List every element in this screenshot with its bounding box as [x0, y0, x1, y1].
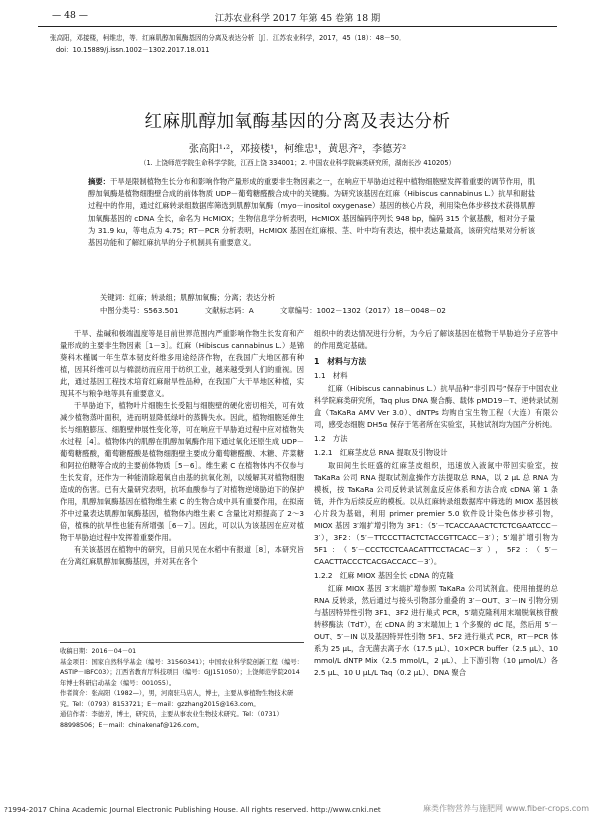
subsubsection-heading: 1.2.1 红麻茎皮总 RNA 提取及引物设计 — [314, 448, 448, 457]
copyright-text: ?1994-2017 China Academic Journal Electronic Publishing House. All rights reserved. http://www.cnki.net — [4, 805, 381, 814]
body-paragraph: 干旱胁迫下，植物叶片细胞生长受阻与细胞壁的硬化密切相关，可有效减少植物蒸叶面积，进而明显降低绿叶的蒸腾失水。因此，植物细胞延伸生长与细胞膨压、细胞壁伸展性变化等，可在响应干旱胁迫过程中应对植物失水过程［4］。植物体内的肌醇在肌醇加氧酶作用下通过氧化还原生成 UDP－葡萄糖醛酸，葡萄糖醛酸是植物细胞壁主要成分葡萄糖醛酸、木糖、芹菜糖和阿拉伯糖等合成的主要前体物质［5－6］。维生素 C 在植物体内不仅参与生长发育，还作为一种能清除超氧自由基的抗氧化剂，以缓解其对植物细胞造成的伤害。已有大量研究表明，抗坏血酸参与了对植物逆境胁迫下的保护作用，肌醇加氧酶基因在植物维生素 C 的生物合成中具有重要作用，在拟南芥中过量表达肌醇加氧酶基因，植物体内维生素 C 含量比对照提高了 2～3 倍，植株的抗旱性也能有所增强［6－7］。因此，可以认为该基因在应对植物干旱胁迫过程中发挥着重要作用。 — [60, 401, 304, 542]
abstract-text: 干旱是限制植物生长分布和影响作物产量形成的重要非生物因素之一，在响应干旱胁迫过程中植物细胞壁发挥着重要的调节作用，肌醇加氧酶是植物细胞壁合成的前体物质 UDP－葡萄糖醛酸合成中的关键酶。为研究该基因在红麻（Hibiscus cannabinus L.）抗旱和耐盐过程中的作用，通过红麻转录组数据库筛选到肌醇加氧酶（myo－inositol oxygenase）基因的核心片段，利用染色体步移技术获得肌醇加氧酶基因的 cDNA 全长，命名为 HcMIOX；生物信息学分析表明，HcMIOX 基因编码序列长 948 bp，编码 315 个氨基酸，相对分子量为 31.9 ku，等电点为 4.75；RT－PCR 分析表明，HcMIOX 基因在红麻根、茎、叶中均有表达，根中表达量最高，该研究结果对分析该基因功能和了解红麻抗旱的分子机制具有重要意义。 — [88, 177, 536, 248]
page-number: — 48 — — [52, 10, 88, 21]
body-paragraph: 红麻 MIOX 基因 3′末端扩增参照 TaKaRa 公司试剂盒。使用抽提的总 RNA 反转录，然后通过与接头引物部分重叠的 3′－OUT、3′－IN 引物分别与基因特异性引物 3F1、3F2 进行巢式 PCR，5′端克隆利用末端脱氧核苷酸转移酶法（TdT），在 cDNA 的 3′末端加上 1 个多聚的 dC 尾，然后用 5′－OUT、5′－IN 以及基因特异性引物 5F1、5F2 进行巢式 PCR，RT－PCR 体系为 25 μL，含无菌去离子水（17.5 μL）、10×PCR buffer（2.5 μL）、10 mmol/L dNTP Mix（2.5 mmol/L，2 μL）、上下游引物（10 μmol/L）各 2.5 μL、10 U μL/L Taq（0.2 μL）、DNA 聚合 — [314, 584, 558, 677]
section-heading: 1 材料与方法 — [314, 357, 367, 366]
footnote-author: 作者简介：张高阳（1982—），男，河南驻马店人，博士，主要从事植物生物技术研究。Tel：（0793）8153721；E－mail：gzzhang2015@163.com。 — [60, 690, 294, 708]
body-paragraph: 红麻（Hibiscus cannabinus L.）抗旱品种“非引四号”保存于中国农业科学院麻类研究所，Taq plus DNA 聚合酶、载体 pMD19－T、逆转录试剂盒（TaKaRa AMV Ver 3.0）、dNTPs 均购自宝生物工程（大连）有限公司，感受态细胞 DH5α 保存于笔者所在实验室，其他试剂均为国产分析纯。 — [314, 384, 558, 429]
footnotes — [60, 642, 304, 731]
abstract-label: 摘要： — [88, 177, 110, 186]
body-paragraph: 有关该基因在植物中的研究，目前只见在水稻中有报道［8］，本研究旨在分离红麻肌醇加氧酶基因，并对其在各个 — [60, 545, 304, 566]
watermark: 麻类作物营养与施肥网 www.fiber-crops.com — [423, 804, 589, 813]
right-column — [314, 328, 558, 748]
body-paragraph: 干旱、盐碱和极端温度等是目前世界范围内严重影响作物生长发育和产量形成的主要非生物因素［1－3］。红麻（Hibiscus cannabinus L.）是锦葵科木槿属一年生草本韧皮纤维多用途经济作物，在我国广大地区都有种植，因其纤维可以与棉混纺而应用于纺织工业，越来越受到人们的重视。因此，通过基因工程技术培育红麻耐旱性品种，在我国广大干旱地区种植，实现其不与粮争地等具有重要意义。 — [60, 329, 304, 398]
clc-number: 中图分类号：S563.501 — [100, 306, 179, 315]
running-header — [38, 8, 557, 27]
subsection-heading: 1.2 方法 — [314, 434, 348, 443]
subsection-heading: 1.1 材料 — [314, 371, 348, 380]
footnote-funding: 基金项目：国家自然科学基金（编号：31560341）；中国农业科学院创新工程（编号：ASTIP－IBFC03）；江西省教育厅科技项目（编号：GJJ151050）；上饶师范学院2014年博士科研启动基金（编号：001055）。 — [60, 658, 303, 687]
paper-title: 红麻肌醇加氧酶基因的分离及表达分析 — [144, 112, 451, 132]
classification-line — [100, 306, 535, 316]
subsubsection-heading: 1.2.2 红麻 MIOX 基因全长 cDNA 的克隆 — [314, 571, 454, 580]
authors: 张高阳¹·²，邓接楼¹，柯维忠¹，黄思齐²，李德芳² — [188, 144, 407, 155]
abstract — [88, 176, 535, 249]
copyright-footer — [0, 803, 595, 818]
footnote-corresponding: 通信作者：李德芳，博士，研究员，主要从事农业生物技术研究。Tel：（0731）88998506；E－mail：chinakenaf@126.com。 — [60, 711, 283, 729]
affiliations: （1. 上饶师范学院生命科学学院，江西上饶 334001；2. 中国农业科学院麻类研究所，湖南长沙 410205） — [139, 159, 456, 167]
keywords: 关键词：红麻；转录组；肌醇加氧酶；分离；表达分析 — [100, 293, 276, 302]
document-code: 文献标志码：A — [204, 306, 254, 315]
citation-line: 张高阳，邓接楼，柯维忠，等．红麻肌醇加氧酶基因的分离及表达分析［J］．江苏农业科学，2017，45（18）：48－50． — [50, 34, 406, 42]
article-number: 文章编号：1002－1302（2017）18－0048－02 — [280, 306, 446, 315]
body-paragraph: 取田间生长旺盛的红麻茎皮组织，迅速放入液氮中带回实验室，按 TaKaRa 公司 RNA 提取试剂盒操作方法提取总 RNA，以 2 μL 总 RNA 为模板，按 TaKaRa 公司反转录试剂盒反应体系和方法合成 cDNA 第 1 条链，并作为后续反应的模板。以从红麻转录组数据库中筛选的 MIOX 基因核心片段为基础，利用 primer premier 5.0 软件设计染色体步移引物，MIOX 基因 3′端扩增引物为 3F1：（5′－TCACCAAACTCTCTCGAATCCC－3′），3F2：（5′－TTCCCTTACTCTACCGTTCACC－3′）；5′端扩增引物为 5F1：（5′－CCCTCCTCAACATTTCCTACAC－3′），5F2：（5′－CAACTTACCCTCACGACCACC－3′）。 — [314, 461, 558, 566]
body-paragraph: 组织中的表达情况进行分析，为今后了解该基因在植物干旱胁迫分子应答中的作用奠定基础。 — [314, 329, 558, 350]
journal-name: 江苏农业科学 2017 年第 45 卷第 18 期 — [214, 13, 381, 24]
left-column — [60, 328, 304, 626]
footnote-received: 收稿日期：2016－04－01 — [60, 648, 137, 655]
doi-line: doi：10.15889/j.issn.1002－1302.2017.18.011 — [56, 46, 210, 54]
